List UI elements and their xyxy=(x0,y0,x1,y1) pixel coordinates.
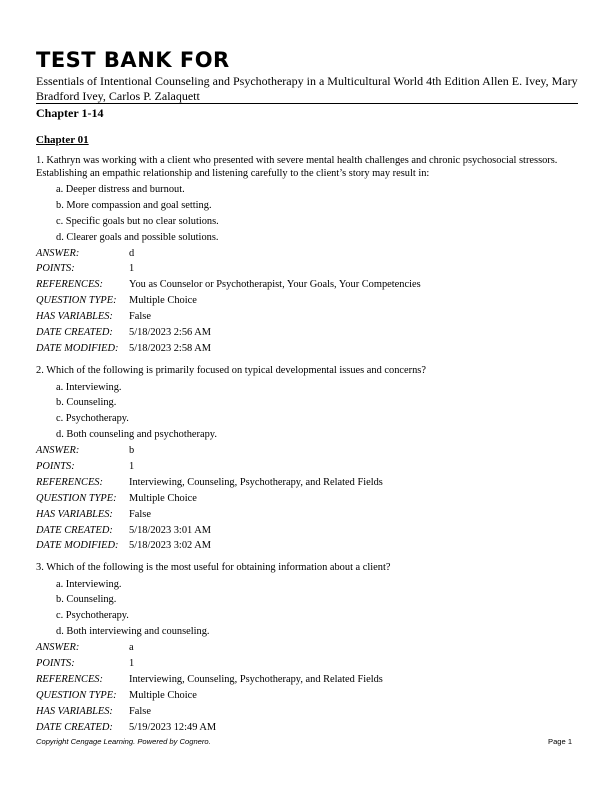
points-value: 1 xyxy=(129,657,135,669)
points-label: POINTS: xyxy=(36,263,75,275)
date-modified-value: 5/18/2023 3:02 AM xyxy=(129,540,211,552)
header-divider xyxy=(36,103,578,104)
answer-options xyxy=(36,380,581,444)
date-modified-label: DATE MODIFIED: xyxy=(36,342,119,354)
option-c: c. Specific goals but no clear solutions. xyxy=(56,215,219,227)
question-type-label: QUESTION TYPE: xyxy=(36,689,117,701)
points-label: POINTS: xyxy=(36,657,75,669)
answer-value: a xyxy=(129,642,134,654)
page-number: Page 1 xyxy=(548,737,573,746)
date-created-value: 5/18/2023 3:01 AM xyxy=(129,524,211,536)
date-created-row xyxy=(36,523,581,539)
references-row xyxy=(36,277,581,293)
points-value: 1 xyxy=(129,263,135,275)
date-created-row xyxy=(36,325,581,341)
has-variables-value: False xyxy=(129,311,151,323)
question-stem: 2. Which of the following is primarily focused on typical developmental issues and concerns? xyxy=(36,365,426,376)
option-d: d. Both interviewing and counseling. xyxy=(56,626,210,638)
references-value: Interviewing, Counseling, Psychotherapy, and Related Fields xyxy=(129,673,383,685)
date-created-value: 5/19/2023 12:49 AM xyxy=(129,721,217,733)
references-value: Interviewing, Counseling, Psychotherapy, and Related Fields xyxy=(129,476,383,488)
answer-row xyxy=(36,443,581,459)
answer-label: ANSWER: xyxy=(36,445,80,457)
question-type-value: Multiple Choice xyxy=(129,492,197,504)
chapter-range: Chapter 1-14 xyxy=(36,106,104,120)
test-bank-title: TEST BANK FOR xyxy=(36,48,230,72)
question-metadata xyxy=(36,246,581,357)
option-d: d. Both counseling and psychotherapy. xyxy=(56,429,217,441)
has-variables-label: HAS VARIABLES: xyxy=(36,705,113,717)
question-3 xyxy=(36,562,581,735)
question-2 xyxy=(36,365,581,554)
references-value: You as Counselor or Psychotherapist, Your Goals, Your Competencies xyxy=(129,279,421,291)
has-variables-value: False xyxy=(129,705,151,717)
points-label: POINTS: xyxy=(36,460,75,472)
references-row xyxy=(36,672,581,688)
option-a: a. Interviewing. xyxy=(56,381,122,393)
option-a: a. Deeper distress and burnout. xyxy=(56,184,185,195)
question-type-value: Multiple Choice xyxy=(129,689,197,701)
copyright-footer: Copyright Cengage Learning. Powered by Cognero. xyxy=(36,737,211,746)
option-d: d. Clearer goals and possible solutions. xyxy=(56,231,219,243)
option-b: b. More compassion and goal setting. xyxy=(56,199,212,211)
answer-value: d xyxy=(129,247,135,259)
answer-value: b xyxy=(129,445,135,457)
book-title: Essentials of Intentional Counseling and Psychotherapy in a Multicultural World 4th Edition Allen E. Ivey, Mary Bradford Ivey, Carlos P. Zalaquett xyxy=(36,74,578,103)
question-type-row xyxy=(36,293,581,309)
references-label: REFERENCES: xyxy=(36,673,103,685)
has-variables-row xyxy=(36,309,581,325)
answer-label: ANSWER: xyxy=(36,642,80,654)
option-c: c. Psychotherapy. xyxy=(56,413,129,425)
has-variables-label: HAS VARIABLES: xyxy=(36,311,113,323)
date-created-value: 5/18/2023 2:56 AM xyxy=(129,327,211,339)
question-stem: 3. Which of the following is the most useful for obtaining information about a client? xyxy=(36,562,391,573)
date-modified-label: DATE MODIFIED: xyxy=(36,540,119,552)
answer-row xyxy=(36,640,581,656)
date-created-label: DATE CREATED: xyxy=(36,327,113,339)
option-b: b. Counseling. xyxy=(56,594,117,606)
answer-options xyxy=(36,182,581,246)
has-variables-label: HAS VARIABLES: xyxy=(36,508,113,520)
date-modified-row xyxy=(36,341,581,357)
date-created-label: DATE CREATED: xyxy=(36,721,113,733)
answer-row xyxy=(36,246,581,262)
answer-options xyxy=(36,577,581,641)
date-modified-value: 5/18/2023 2:58 AM xyxy=(129,342,211,354)
has-variables-row xyxy=(36,704,581,720)
chapter-heading: Chapter 01 xyxy=(36,134,89,146)
references-label: REFERENCES: xyxy=(36,476,103,488)
has-variables-value: False xyxy=(129,508,151,520)
option-b: b. Counseling. xyxy=(56,397,117,409)
answer-label: ANSWER: xyxy=(36,247,80,259)
points-value: 1 xyxy=(129,460,135,472)
question-stem: 1. Kathryn was working with a client who presented with severe mental health challenges and chronic psychosocial stressors. Establishing an empathic relationship and listening carefully to the client’s story may result in: xyxy=(36,155,558,179)
points-row xyxy=(36,261,581,277)
points-row xyxy=(36,459,581,475)
question-type-row xyxy=(36,688,581,704)
question-metadata xyxy=(36,443,581,554)
question-type-label: QUESTION TYPE: xyxy=(36,492,117,504)
date-modified-row xyxy=(36,538,581,554)
points-row xyxy=(36,656,581,672)
question-1 xyxy=(36,155,581,357)
question-type-row xyxy=(36,491,581,507)
question-metadata xyxy=(36,640,581,735)
date-created-label: DATE CREATED: xyxy=(36,524,113,536)
has-variables-row xyxy=(36,507,581,523)
option-a: a. Interviewing. xyxy=(56,578,122,590)
date-created-row xyxy=(36,720,581,736)
references-row xyxy=(36,475,581,491)
question-type-label: QUESTION TYPE: xyxy=(36,295,117,307)
references-label: REFERENCES: xyxy=(36,279,103,291)
question-type-value: Multiple Choice xyxy=(129,295,197,307)
option-c: c. Psychotherapy. xyxy=(56,610,129,622)
